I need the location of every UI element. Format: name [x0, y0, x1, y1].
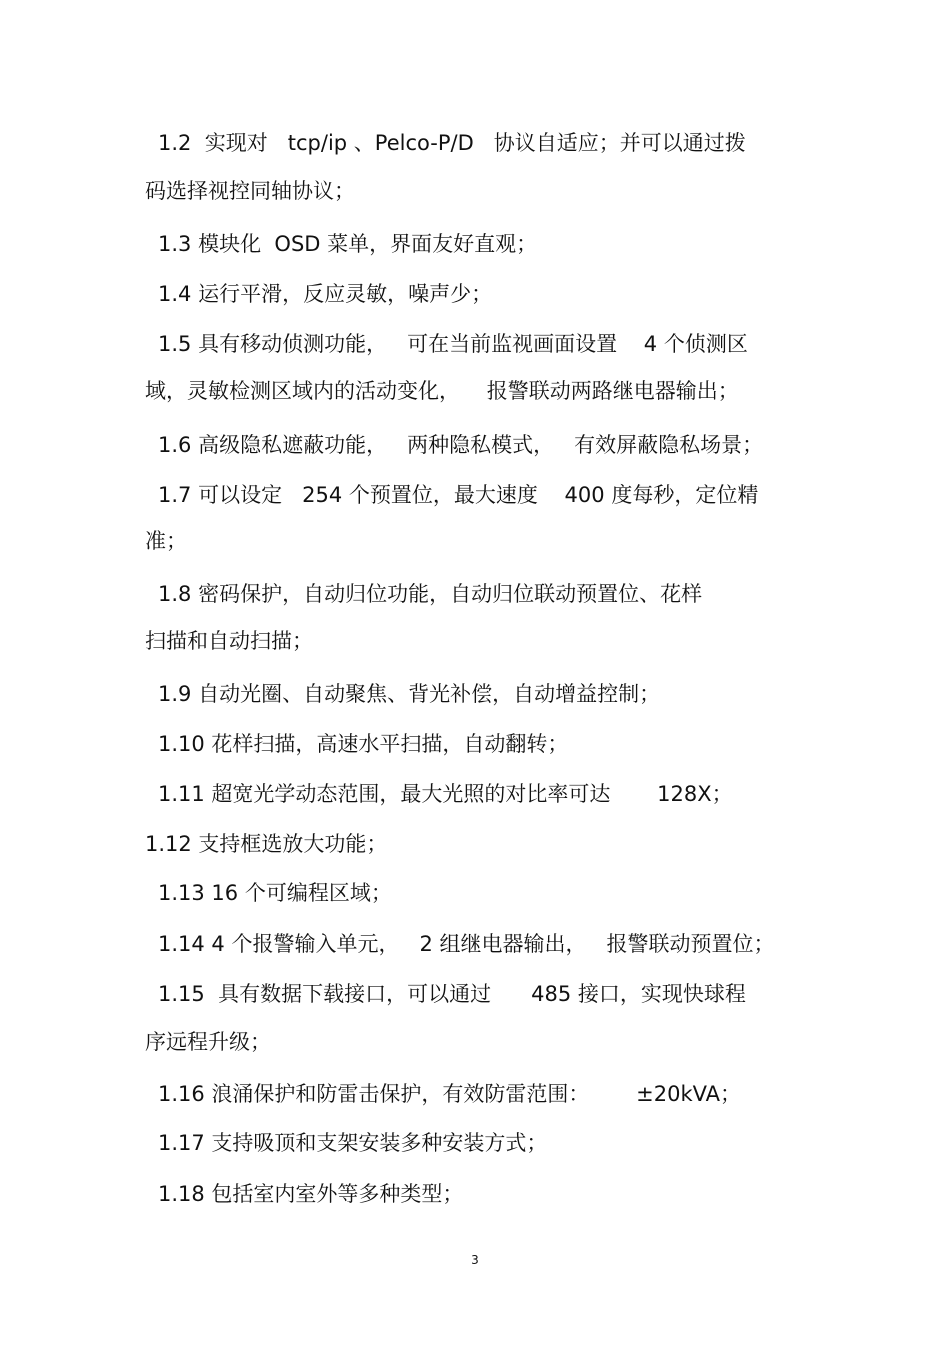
- text-line-19: 序远程升级；: [145, 1030, 271, 1054]
- page-number: 3: [471, 1253, 479, 1267]
- text-line-22: 1.18 包括室内室外等多种类型；: [158, 1182, 464, 1206]
- text-line-12: 1.9 自动光圈、自动聚焦、背光补偿，自动增益控制；: [158, 682, 661, 706]
- text-line-13: 1.10 花样扫描，高速水平扫描，自动翻转；: [158, 732, 569, 756]
- text-line-16: 1.13 16 个可编程区域；: [158, 881, 392, 905]
- text-line-21: 1.17 支持吸顶和支架安装多种安装方式；: [158, 1131, 548, 1155]
- text-line-3: 1.3 模块化 OSD 菜单，界面友好直观；: [158, 232, 538, 256]
- text-line-10: 1.8 密码保护，自动归位功能，自动归位联动预置位、花样: [158, 582, 703, 606]
- text-line-4: 1.4 运行平滑，反应灵敏，噪声少；: [158, 282, 493, 306]
- text-line-20: 1.16 浪涌保护和防雷击保护，有效防雷范围： ±20kVA；: [158, 1082, 742, 1106]
- text-line-18: 1.15 具有数据下载接口，可以通过 485 接口，实现快球程: [158, 982, 746, 1006]
- text-line-15: 1.12 支持框选放大功能；: [145, 832, 388, 856]
- text-line-17: 1.14 4 个报警输入单元， 2 组继电器输出， 报警联动预置位；: [158, 932, 775, 956]
- text-line-5: 1.5 具有移动侦测功能， 可在当前监视画面设置 4 个侦测区: [158, 332, 748, 356]
- text-line-7: 1.6 高级隐私遮蔽功能， 两种隐私模式， 有效屏蔽隐私场景；: [158, 433, 764, 457]
- text-line-8: 1.7 可以设定 254 个预置位，最大速度 400 度每秒，定位精: [158, 483, 759, 507]
- text-line-9: 准；: [145, 529, 187, 553]
- text-line-14: 1.11 超宽光学动态范围，最大光照的对比率可达 128X；: [158, 782, 733, 806]
- text-line-2: 码选择视控同轴协议；: [145, 179, 355, 203]
- text-line-1: 1.2 实现对 tcp/ip 、Pelco-P/D 协议自适应；并可以通过拨: [158, 131, 746, 155]
- text-line-11: 扫描和自动扫描；: [145, 629, 313, 653]
- text-line-6: 域，灵敏检测区域内的活动变化， 报警联动两路继电器输出；: [145, 379, 739, 403]
